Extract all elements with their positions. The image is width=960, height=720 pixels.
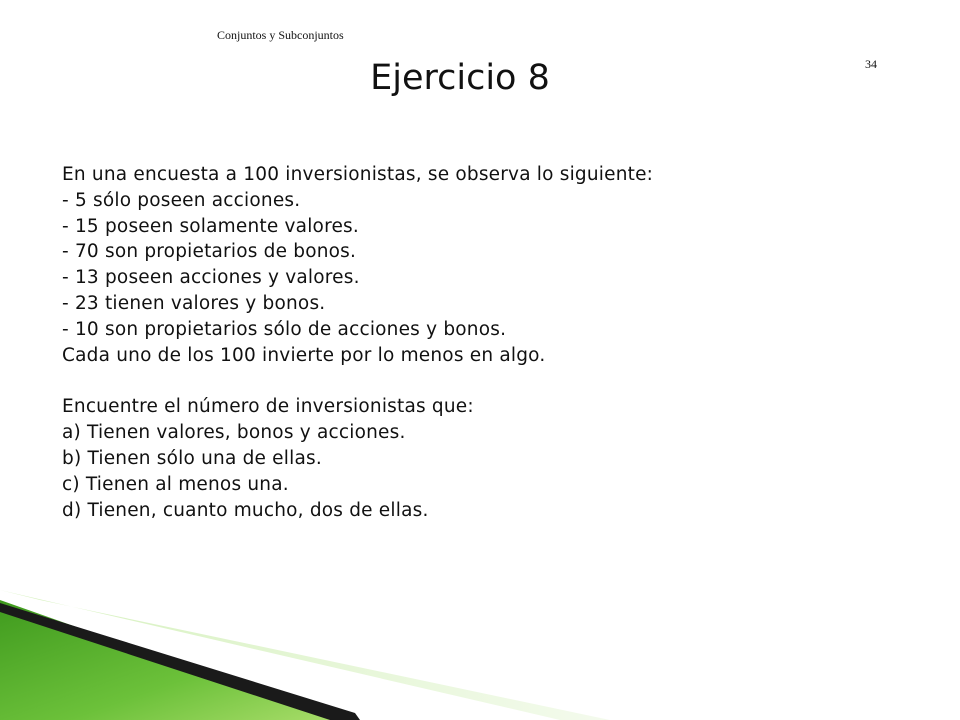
fact-item: - 15 poseen solamente valores.	[62, 215, 359, 237]
header-note: Conjuntos y Subconjuntos	[217, 28, 344, 42]
question-intro: Encuentre el número de inversionistas que:	[62, 396, 474, 418]
question-item: a) Tienen valores, bonos y acciones.	[62, 422, 406, 444]
question-item: d) Tienen, cuanto mucho, dos de ellas.	[62, 499, 429, 521]
fact-item: - 10 son propietarios sólo de acciones y bonos.	[62, 318, 507, 340]
fact-item: - 70 son propietarios de bonos.	[62, 241, 357, 263]
fact-item: - 13 poseen acciones y valores.	[62, 267, 360, 289]
page-number: 34	[865, 57, 877, 71]
slide-title: Ejercicio 8	[370, 58, 550, 98]
question-item: b) Tienen sólo una de ellas.	[62, 447, 322, 469]
question-item: c) Tienen al menos una.	[62, 473, 289, 495]
intro-text: En una encuesta a 100 inversionistas, se observa lo siguiente:	[62, 164, 654, 185]
closing-text: Cada uno de los 100 invierte por lo menos en algo.	[62, 344, 546, 366]
fact-item: - 5 sólo poseen acciones.	[62, 189, 301, 211]
fact-item: - 23 tienen valores y bonos.	[62, 292, 326, 314]
